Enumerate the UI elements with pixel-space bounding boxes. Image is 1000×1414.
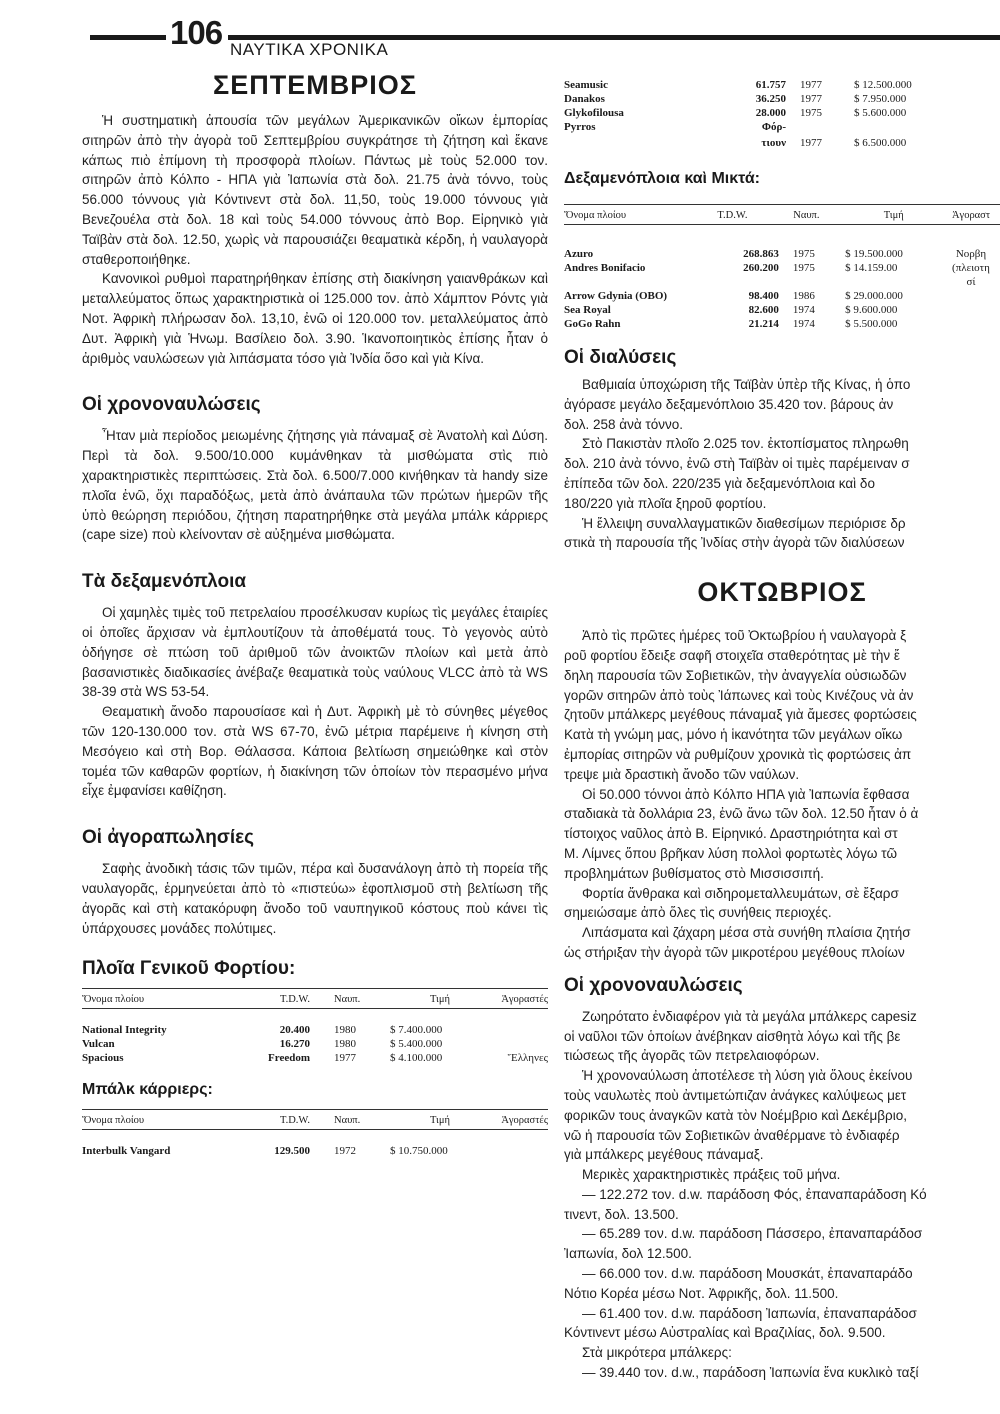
- charter-deal-item: [564, 1185, 1000, 1225]
- cell-price: $ 4.100.000: [390, 1052, 443, 1065]
- table-row: [564, 92, 1000, 106]
- october-line: δηλη παρουσία τῶν Σοβιετικῶν, τὴν ἀναγγελία οὐσιωδῶν: [564, 667, 907, 683]
- cell-name: Vulcan: [82, 1038, 115, 1051]
- cell-buyer: [942, 289, 1000, 303]
- cell-name: Andres Bonifacio: [564, 262, 646, 274]
- cell-buyer: Ἕλληνες: [507, 1052, 548, 1065]
- tankers-mixed-table: [564, 204, 1000, 331]
- time-charters-paragraph: Ἦταν μιὰ περίοδος μειωμένης ζήτησης γιὰ πάναμαξ σὲ Ἀνατολὴ καὶ Δύση. Περὶ τὰ δολ. 9.500/10.000 κυμάνθηκαν τὰ μισθώματα στὶς πιὸ χαρακτηριστικὲς περιπτώσεις. Στὰ δολ. 6.500/7.000 κινήθηκαν τὰ handy size πλοῖα ἐνῶ, ὄχι παραδόξως, μετὰ ἀπὸ ἀνάπαυλα τῶν πρώτων ἡμερῶν τῆς ὑπὸ θεώρηση περιόδου, ζήτηση παρατηρήθηκε στὰ μεγάλα μπάλκ κάρριερς (cape size) ποὺ κλείνονταν σὲ αὐξημένα μισθώματα.: [82, 428, 548, 543]
- section-title-demolitions: Οἱ διαλύσεις: [564, 347, 677, 368]
- last-bullet-text: — 39.440 τον. d.w., παράδοση Ἰαπωνία ἕνα κυκλικὸ ταξί: [582, 1365, 919, 1381]
- cell-year: 1974: [792, 304, 815, 316]
- charter-deal-first-line: — 61.400 τον. d.w. παράδοση Ἰαπωνία, ἐπαναπαράδοσ: [582, 1305, 917, 1321]
- cell-price: $ 5.600.000: [854, 107, 907, 119]
- oct-time-charters-line: Ζωηρότατο ἐνδιαφέρον γιὰ τὰ μεγάλα μπάλκερς capesiz: [582, 1008, 917, 1024]
- demolitions-line: δολ. 258 ἀνὰ τόννο.: [564, 416, 684, 432]
- table-row: [564, 317, 1000, 331]
- charter-deal-first-line: — 122.272 τον. d.w. παράδοση Φός, ἐπαναπαράδοση Κό: [582, 1186, 927, 1202]
- table-header-row: [82, 1110, 548, 1129]
- cell-tdw: 129.500: [274, 1145, 310, 1158]
- cell-name: National Integrity: [82, 1024, 167, 1037]
- page-number: 106: [170, 14, 223, 51]
- cell-buyer: (πλειοτη: [952, 262, 990, 274]
- cell-tdw: 82.600: [748, 304, 779, 316]
- section-title-tankers: Τὰ δεξαμενόπλοια: [82, 571, 247, 593]
- october-line: σταδιακὰ τὰ δολλάρια 23, ἐνῶ ἄνω τῶν δολ. 12.50 ἦταν ὁ ἀ: [564, 806, 919, 822]
- oct-time-charters-line: Μερικὲς χαρακτηριστικὲς πράξεις τοῦ μήνα.: [582, 1167, 841, 1183]
- cell-year: 1974: [792, 318, 815, 330]
- october-line: τίστοιχος ναῦλος ἀπὸ Β. Εἰρηνικό. Δραστηριότητα καὶ στ: [564, 826, 898, 842]
- cell-price: $ 5.500.000: [845, 318, 898, 330]
- cell-tdw: τιουν: [761, 137, 786, 149]
- cell-year: 1975: [792, 262, 815, 274]
- cell-price: [845, 275, 942, 289]
- column-header-name: Ὄνομα πλοίου: [82, 1115, 145, 1127]
- magazine-title: ΝΑΥΤΙΚΑ ΧΡΟΝΙΚΑ: [230, 40, 389, 59]
- cell-price: $ 12.500.000: [854, 79, 912, 91]
- oct-time-charters-line: Ἡ χρονοναύλωση ἀποτέλεσε τὴ λύση γιὰ ὅλους ἐκείνου: [582, 1068, 913, 1084]
- tankers-mixed-title: Δεξαμενόπλοια καὶ Μικτά:: [564, 170, 760, 187]
- cell-buyer: [942, 303, 1000, 317]
- cell-year: 1975: [800, 107, 822, 119]
- last-bullet-line: [564, 1363, 1000, 1383]
- october-line: ζητοῦν μπάλκερς μεγέθους πάναμαξ γιὰ ἄμεσες φορτώσεις: [564, 707, 917, 723]
- table-row: [82, 1023, 548, 1037]
- closing-line: [564, 1343, 1000, 1363]
- cell-year: 1977: [800, 93, 822, 105]
- table-row: [82, 1037, 548, 1051]
- cell-name: Azuro: [564, 248, 594, 260]
- oct-time-charters-line: γιὰ μπάλκερς μεγέθους πάναμαξ.: [564, 1147, 764, 1163]
- oct-time-charters-line: τοὺς ναυλωτὲς ποὺ ἀντιμετώπιζαν ἀνάγκες καλύψεως μετ: [564, 1087, 907, 1103]
- charter-deal-item: [564, 1304, 1000, 1344]
- cell-tdw: 36.250: [755, 93, 786, 105]
- cell-name: Seamusic: [564, 79, 608, 91]
- cell-tdw: 21.214: [748, 318, 779, 330]
- october-line: Ἀπὸ τὶς πρῶτες ἡμέρες τοῦ Ὀκτωβρίου ἡ ναυλαγορὰ ξ: [582, 628, 907, 644]
- cell-tdw: 16.270: [279, 1038, 310, 1051]
- cell-year: 1977: [800, 79, 822, 91]
- section-title-oct-time-charters: Οἱ χρονοναυλώσεις: [564, 974, 743, 996]
- charter-deal-first-line: — 66.000 τον. d.w. παράδοση Μουσκάτ, ἐπαναπαράδο: [582, 1266, 913, 1282]
- cell-price: $ 29.000.000: [845, 290, 903, 302]
- cell-name: [564, 275, 696, 289]
- tankers-paragraph-1: Οἱ χαμηλὲς τιμὲς τοῦ πετρελαίου προσέλκυσαν κυρίως τὶς μεγάλες ἑταιρίες οἱ ὁποῖες ἄρχισαν νὰ ἐμπλουτίζουν τὰ ἀποθέματά τους. Τὸ γεγονὸς αὐτὸ ὁδήγησε σὲ πτώση τοῦ ἀριθμοῦ τῶν ἀνοικτῶν πλοίων καὶ μετὰ ἀπὸ βασανιστικὲς διαδικασίες ἀνέβαζε θεαματικὰ τοὺς ναύλους VLCC ἀπὸ τὰ WS 38-39 στὰ WS 53-54.: [82, 605, 548, 700]
- cell-buyer: [490, 1037, 548, 1051]
- cell-year: 1986: [792, 290, 815, 302]
- oct-time-charters-line: φορικῶν τους ἀναγκῶν κατὰ τὸν Νοέμβριο καὶ Δεκέμβριο,: [564, 1107, 907, 1123]
- bulk-carriers-title: Μπάλκ κάρριερς:: [82, 1081, 213, 1099]
- general-cargo-title: Πλοῖα Γενικοῦ Φορτίου:: [82, 958, 296, 980]
- section-title-time-charters: Οἱ χρονοναυλώσεις: [82, 394, 261, 416]
- charter-deal-second-line: Ἰαπωνία, δολ 12.500.: [564, 1246, 692, 1262]
- cell-buyer: [490, 1023, 548, 1037]
- cell-buyer: [490, 1144, 548, 1158]
- column-header-buyer: Ἀγοραστές: [501, 994, 548, 1006]
- cell-name: [564, 136, 700, 150]
- column-header-buyer: Ἀγοραστές: [501, 1115, 548, 1127]
- cell-year: [779, 275, 845, 289]
- cell-price: [854, 120, 954, 134]
- charter-deal-second-line: Νότιο Κορέα μέσω Νοτ. Ἀφρικῆς, δολ. 11.500.: [564, 1285, 839, 1301]
- demolitions-line: Ἡ ἔλλειψη συναλλαγματικῶν διαθεσίμων περιόρισε δρ: [582, 515, 906, 531]
- table-row: [564, 106, 1000, 120]
- tankers-paragraph-2: Θεαματικὴ ἄνοδο παρουσίασε καὶ ἡ Δυτ. Ἀφρικὴ μὲ τὸ σύνηθες μέγεθος τῶν 120-130.000 τον. στὰ WS 67-70, ἐνῶ μέτρια παρέμεινε ἡ κίνηση στὴ Μεσόγειο καὶ στὴ Βορ. Θάλασσα. Κάποια βελτίωση σημειώθηκε καὶ στὸν τομέα τῶν καθαρῶν φορτίων, ἡ διακίνηση τῶν ὁποίων τὸν περασμένο μήνα εἶχε ἐμφανίσει καθίζηση.: [82, 704, 548, 799]
- cell-name: GoGo Rahn: [564, 318, 621, 330]
- table-row: [82, 1144, 548, 1158]
- left-column: [82, 70, 548, 1158]
- cell-tdw: 61.757: [755, 79, 786, 91]
- october-line: Μ. Λίμνες ὅπου βρῆκαν λύση πολλοὶ φορτωτὲς λόγω τῶ: [564, 845, 898, 861]
- demolitions-line: Βαθμιαία ὑποχώριση τῆς Ταϊβὰν ὑπὲρ τῆς Κίνας, ἡ ὁπο: [582, 377, 911, 392]
- october-line: προβλημάτων βυθίσματος στὸ Μισσισσιπή.: [564, 865, 824, 881]
- cell-price: $ 5.400.000: [390, 1038, 443, 1051]
- oct-time-charters-text: [564, 1007, 1000, 1185]
- october-line: Οἱ 50.000 τόννοι ἀπὸ Κόλπο ΗΠΑ γιὰ Ἰαπωνία ἔφθασα: [582, 786, 910, 802]
- table-row: [564, 289, 1000, 303]
- column-header-buyer: Ἀγοραστ: [951, 210, 991, 221]
- october-line: σημειώσαμε ἀπὸ ὅλες τὶς συνήθεις περιοχές.: [564, 905, 832, 921]
- demolitions-line: ἀγόρασε μεγάλο δεξαμενόπλοιο 35.420 τον. βάρους ἀν: [564, 396, 894, 412]
- october-line: ἐμπορίας σιτηρῶν νὰ ρυθμίζουν χρονικὰ τὶς φορτώσεις ἀπ: [564, 746, 912, 762]
- cell-year: 1972: [334, 1145, 356, 1158]
- cell-price: $ 14.159.00: [845, 262, 898, 274]
- cell-name: Danakos: [564, 93, 605, 105]
- right-column: [564, 78, 1000, 1383]
- table-row: [564, 275, 1000, 289]
- month-title-october: ΟΚΤΩΒΡΙΟΣ: [697, 577, 867, 608]
- table-row: [564, 120, 1000, 134]
- cell-name: Arrow Gdynia (OBO): [564, 290, 668, 302]
- table-row: [564, 247, 1000, 261]
- table-row: [564, 136, 1000, 150]
- oct-time-charters-line: νῶ ἡ παρουσία τῶν Σοβιετικῶν ἀναθέρμανε τὸ ἐνδιαφέρ: [564, 1127, 900, 1143]
- cell-price: $ 10.750.000: [390, 1145, 448, 1158]
- cell-year: 1977: [800, 137, 822, 149]
- header-rule-left: [90, 35, 166, 40]
- october-line: Λιπάσματα καὶ ζάχαρη μέσα στὰ συνήθη πλαίσια ζητήσ: [582, 925, 911, 941]
- table-row: [82, 1051, 548, 1065]
- cell-price: $ 6.500.000: [854, 137, 907, 149]
- oct-time-charters-line: οἱ ναῦλοι τῶν ὁποίων ἀνέβηκαν αἰσθητὰ λόγω καὶ τῆς βε: [564, 1028, 901, 1044]
- cell-year: [786, 120, 854, 134]
- cell-tdw: [696, 275, 779, 289]
- column-header-price: Τιμή: [430, 994, 450, 1006]
- table-row: [564, 78, 1000, 92]
- cell-tdw: 28.000: [755, 107, 786, 119]
- section-title-sales: Οἱ ἀγοραπωλησίες: [82, 827, 255, 849]
- column-header-name: Ὄνομα πλοίου: [564, 210, 627, 221]
- cell-tdw: 260.200: [743, 262, 779, 274]
- cell-year: 1975: [792, 248, 815, 260]
- column-header-price: Τιμή: [883, 210, 904, 221]
- cell-name: Interbulk Vangard: [82, 1145, 171, 1158]
- table-header-row: [82, 989, 548, 1008]
- october-line: Φορτία ἄνθρακα καὶ σιδηρομεταλλευμάτων, σὲ ἔξαρσ: [582, 885, 899, 901]
- cell-tdw: Φόρ-: [761, 121, 786, 133]
- cell-name: Spacious: [82, 1052, 124, 1065]
- sales-paragraph: Σαφὴς ἀνοδικὴ τάσις τῶν τιμῶν, πέρα καὶ δυσανάλογη ἀπὸ τὴ πορεία τῆς ναυλαγορᾶς, ἑρμηνεύεται ἀπὸ τὸ «πιστεύω» ἐφοπλισμοῦ στὴ βελτίωση τῆς ἀγορᾶς καὶ στὴ κατακόρυφη ἄνοδο τοῦ ναυπηγικοῦ κόστους ποὺ κάνει τὶς ὑπάρχουσες μονάδες πολύτιμες.: [82, 861, 548, 936]
- october-line: ὡς στήριξαν τὴν ἀγορὰ τῶν μικροτέρου μεγέθους πλοίων: [564, 944, 905, 960]
- column-header-tdw: T.D.W.: [279, 994, 310, 1006]
- oct-time-charters-bullets: [564, 1185, 1000, 1343]
- charter-deal-item: [564, 1224, 1000, 1264]
- cell-year: 1980: [334, 1038, 356, 1051]
- column-header-year: Ναυπ.: [334, 1115, 361, 1127]
- october-line: ροῦ φορτίου ἔδειξε σαφῆ στοιχεῖα σταθερότητας μὲ τὴν ἔ: [564, 647, 900, 663]
- charter-deal-second-line: Κόντινεντ μέσω Αὐστραλίας καὶ Βραζιλίας, δολ. 9.500.: [564, 1325, 886, 1341]
- cell-name: Glykofilousa: [564, 107, 624, 119]
- demolitions-line: Στὸ Πακιστὰν πλοῖο 2.025 τον. ἐκτοπίσματος πληρωθη: [582, 436, 909, 452]
- column-header-tdw: T.D.W.: [717, 210, 748, 221]
- intro-paragraph-1: Ἡ συστηματικὴ ἀπουσία τῶν μεγάλων Ἀμερικανικῶν οἴκων ἐμπορίας σιτηρῶν ἀπὸ τὴν ἀγορὰ τοῦ Σεπτεμβρίου συγκράτησε τὴ ζήτηση καὶ ἔκανε κάπως πιὸ ἐπίμονη τὴ προσφορὰ πλοίων. Πάντως μὲ τοὺς 52.000 τον. σιτηρῶν ἀπὸ Κόλπο - ΗΠΑ γιὰ Ἰαπωνία στὰ δολ. 21.75 ἀνὰ τόννο, τοὺς 56.000 τόννους γιὰ Κόντινεντ στὰ δολ. 11,50, τοὺς 19.000 τόννους γιὰ Βενεζουέλα στὰ δολ. 18 καὶ τοὺς 54.000 τόννους ἀπὸ Βορ. Εἰρηνικὸ γιὰ Ταϊβὰν στὰ δολ. 12.50, χωρὶς νὰ παρουσιάζει θεαματικὰ κέρδη, ἡ ναυλαγορὰ σταθεροποιήθηκε.: [82, 113, 548, 267]
- charter-deal-first-line: — 65.289 τον. d.w. παράδοση Πάσσερο, ἐπαναπαράδοσ: [582, 1226, 923, 1242]
- column-header-year: Ναυπ.: [334, 994, 361, 1006]
- cell-price: $ 19.500.000: [845, 248, 903, 260]
- demolitions-line: δολ. 210 ἀνὰ τόννο, ἐνῶ στὴ Ταϊβὰν οἱ τιμὲς παρέμειναν σ: [564, 456, 910, 472]
- column-header-year: Ναυπ.: [793, 210, 820, 221]
- cell-tdw: Freedom: [268, 1052, 310, 1065]
- cell-buyer: σί: [966, 276, 976, 288]
- cell-tdw: 98.400: [748, 290, 779, 302]
- demolitions-text: [564, 375, 1000, 553]
- table-row: [564, 261, 1000, 275]
- cell-price: $ 7.400.000: [390, 1024, 443, 1037]
- intro-paragraph-2: Κανονικοὶ ρυθμοὶ παρατηρήθηκαν ἐπίσης στὴ διακίνηση γαιανθράκων καὶ μεταλλεύματος ὅπως χαρακτηριστικὰ οἱ 125.000 τον. ἀπὸ Χάμπτον Ρόντς γιὰ Νοτ. Ἀφρικὴ πλήρωσαν δολ. 13,10, ἐνῶ οἱ 120.000 τον. μεταλλεύματος ἀπὸ Δυτ. Ἀφρικὴ γιὰ Ἡνωμ. Βασίλειο δολ. 3.90. Ἱκανοποιητικὸς ἐπίσης ἦταν ὁ ἀριθμὸς ναυλώσεων γιὰ λιπάσματα τόσο γιὰ Ἰνδία ὅσο καὶ γιὰ Κίνα.: [82, 271, 548, 366]
- cell-buyer: [942, 317, 1000, 331]
- bulk-carriers-continued-table: [564, 78, 1000, 150]
- column-header-price: Τιμή: [430, 1115, 450, 1127]
- cell-year: 1977: [334, 1052, 356, 1065]
- october-line: τρεψε μιὰ δραστικὴ ἄνοδο τῶν ναύλων.: [564, 766, 800, 782]
- cell-tdw: 268.863: [743, 248, 779, 260]
- column-header-tdw: T.D.W.: [279, 1115, 310, 1127]
- charter-deal-item: [564, 1264, 1000, 1304]
- table-row: [564, 303, 1000, 317]
- demolitions-line: 180/220 γιὰ πλοῖα ξηροῦ φορτίου.: [564, 495, 767, 511]
- table-header-row: [564, 205, 1000, 224]
- cell-buyer: Νορβη: [955, 248, 987, 260]
- cell-price: $ 9.600.000: [845, 304, 898, 316]
- column-header-name: Ὄνομα πλοίου: [82, 994, 145, 1006]
- cell-year: 1980: [334, 1024, 356, 1037]
- cell-name: Sea Royal: [564, 304, 611, 316]
- cell-name: Pyrros: [564, 121, 596, 133]
- month-title-september: ΣΕΠΤΕΜΒΡΙΟΣ: [213, 70, 417, 100]
- general-cargo-table: [82, 988, 548, 1065]
- october-text: [564, 626, 1000, 963]
- closing-text: Στὰ μικρότερα μπάλκερς:: [582, 1345, 732, 1361]
- october-line: Κατὰ τὴ γνώμη μας, μόνο ἡ ἱκανότητα τῶν μεγάλων οἴκω: [564, 727, 903, 743]
- demolitions-line: στικὰ τὴ παρουσία τῆς Ἰνδίας στὴν ἀγορὰ τῶν διαλύσεων: [564, 535, 905, 551]
- oct-time-charters-line: τιώσεως τῆς ἀγορᾶς τῶν πετρελαιοφόρων.: [564, 1048, 820, 1064]
- demolitions-line: ἐπίπεδα τῶν δολ. 220/235 γιὰ δεξαμενόπλοια καὶ δο: [564, 475, 875, 491]
- october-line: γορῶν σιτηρῶν ἀπὸ τοὺς Ἰάπωνες καὶ τοὺς Κινέζους νὰ ἀν: [564, 687, 914, 703]
- charter-deal-second-line: τινεντ, δολ. 13.500.: [564, 1206, 679, 1222]
- cell-price: $ 7.950.000: [854, 93, 907, 105]
- bulk-carriers-table: [82, 1109, 548, 1158]
- cell-tdw: 20.400: [279, 1024, 310, 1037]
